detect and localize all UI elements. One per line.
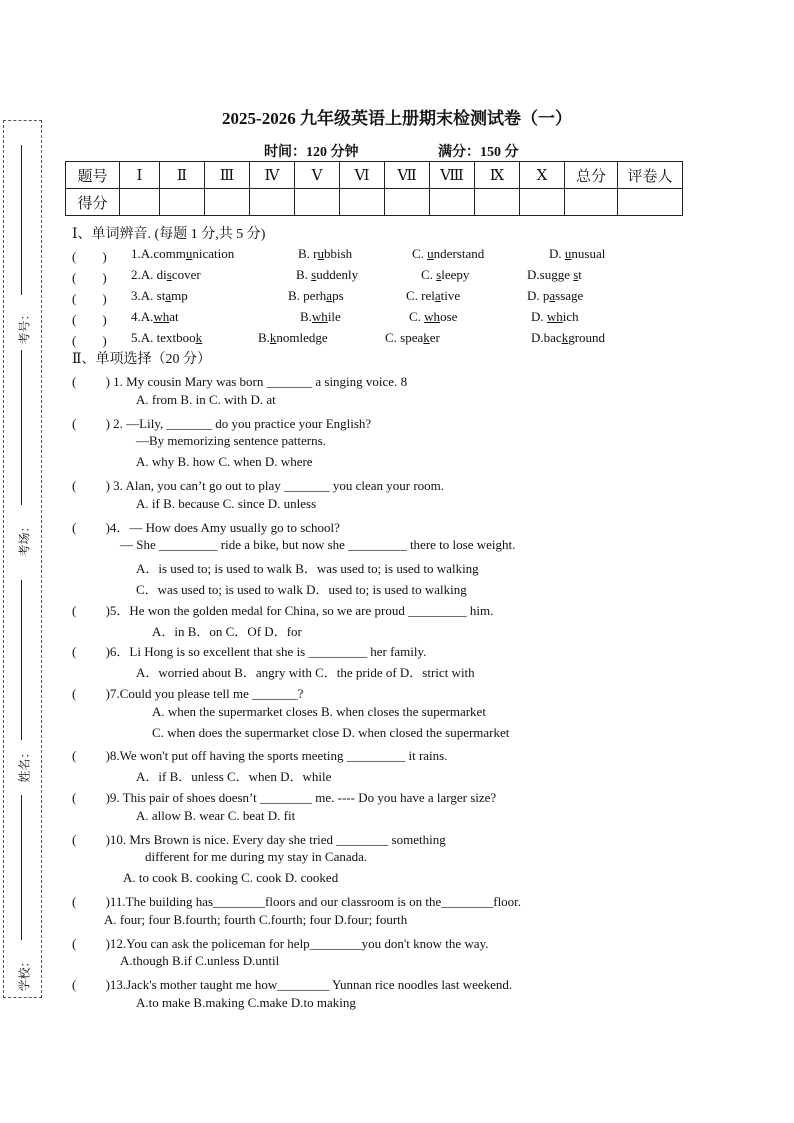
question-line: A．in B．on C．Of D．for xyxy=(152,623,302,639)
score-table xyxy=(65,161,683,216)
score-input-cell[interactable] xyxy=(618,189,683,216)
name-label: 姓名： xyxy=(17,746,32,783)
question-line: —By memorizing sentence patterns. xyxy=(136,433,326,449)
question-line: ( )13.Jack's mother taught me how________ Yunnan rice noodles last weekend. xyxy=(72,977,513,993)
question-line: ( )9. This pair of shoes doesn’t ________ me. ---- Do you have a larger size? xyxy=(72,790,497,805)
score-input-cell[interactable] xyxy=(205,189,250,216)
score-table-header-row xyxy=(66,162,683,189)
answer-bracket: ( ) xyxy=(72,270,107,285)
question-line: ( )10. Mrs Brown is nice. Every day she tried ________ something xyxy=(72,831,446,847)
question-line: ( )8.We won't put off having the sports meeting _________ it rains. xyxy=(72,748,448,764)
option-a: 2.A. discover xyxy=(131,267,201,282)
score-cell: Ⅳ xyxy=(250,162,295,189)
option-a: 1.A.communication xyxy=(131,246,235,261)
score-input-cell[interactable] xyxy=(430,189,475,216)
score-cell: 评卷人 xyxy=(618,162,683,189)
score-input-cell[interactable] xyxy=(120,189,160,216)
score-cell: Ⅰ xyxy=(120,162,160,189)
question-line: — She _________ ride a bike, but now she _________ there to lose weight. xyxy=(120,537,516,553)
question-line: C．was used to; is used to walk D．used to; is used to walking xyxy=(136,582,467,597)
score-cell: Ⅴ xyxy=(295,162,340,189)
option-d: D. passage xyxy=(527,288,584,303)
question-line: ( ) 3. Alan, you can’t go out to play _______ you clean your room. xyxy=(72,478,445,493)
score-row-label: 得分 xyxy=(66,189,120,216)
option-b: B.knomledge xyxy=(258,330,328,345)
score-cell: Ⅷ xyxy=(430,162,475,189)
answer-bracket: ( ) xyxy=(72,333,107,348)
name-line xyxy=(21,580,22,740)
question-line: A. when the supermarket closes B. when closes the supermarket xyxy=(152,703,486,719)
question-line: different for me during my stay in Canada. xyxy=(145,849,368,865)
exam-no-line xyxy=(21,145,22,295)
option-c: C. relative xyxy=(406,288,461,303)
section2-heading: Ⅱ、单项选择（20 分） xyxy=(72,352,212,367)
option-a: 3.A. stamp xyxy=(131,288,188,303)
question-line: A. four; four B.fourth; fourth C.fourth; four D.four; fourth xyxy=(104,911,408,927)
question-line: ( )7.Could you please tell me _______? xyxy=(72,686,304,701)
question-line: ( )4．— How does Amy usually go to school? xyxy=(72,519,340,535)
question-line: C. when does the supermarket close D. when closed the supermarket xyxy=(152,724,510,740)
time-info: 时间：120 分钟 xyxy=(264,145,359,160)
score-cell: Ⅶ xyxy=(385,162,430,189)
score-input-cell[interactable] xyxy=(160,189,205,216)
score-cell: 总分 xyxy=(565,162,618,189)
score-input-cell[interactable] xyxy=(475,189,520,216)
question-line: A．worried about B．angry with C．the pride of D．strict with xyxy=(136,665,475,681)
option-b: B.while xyxy=(300,309,341,324)
exam-title: 2025-2026 九年级英语上册期末检测试卷（一） xyxy=(222,109,572,128)
question-line: A.though B.if C.unless D.until xyxy=(120,953,280,969)
question-line: ( ) 1. My cousin Mary was born _______ a singing voice. 8 xyxy=(72,374,408,389)
option-c: C. whose xyxy=(409,309,458,324)
option-d: D. which xyxy=(531,309,579,324)
score-cell: Ⅵ xyxy=(340,162,385,189)
option-b: B. perhaps xyxy=(288,288,344,303)
section1-heading: Ⅰ、单词辨音. (每题 1 分,共 5 分) xyxy=(72,227,266,242)
question-line: A．is used to; is used to walk B．was used to; is used to walking xyxy=(136,561,479,577)
answer-bracket: ( ) xyxy=(72,291,107,306)
room-label: 考场： xyxy=(17,520,32,557)
question-line: A. why B. how C. when D. where xyxy=(136,454,313,470)
question-line: ( )11.The building has________floors and our classroom is on the________floor. xyxy=(72,894,522,909)
question-line: A. from B. in C. with D. at xyxy=(136,391,276,407)
question-line: ( )12.You can ask the policeman for help________you don't know the way. xyxy=(72,935,489,951)
score-cell: Ⅸ xyxy=(475,162,520,189)
question-line: A. to cook B. cooking C. cook D. cooked xyxy=(123,870,339,886)
option-d: D. unusual xyxy=(549,246,606,261)
question-line: A．if B．unless C．when D．while xyxy=(136,769,332,785)
score-table-score-row xyxy=(66,189,683,216)
score-cell: Ⅲ xyxy=(205,162,250,189)
question-line: A.to make B.making C.make D.to making xyxy=(136,995,356,1010)
score-cell: Ⅱ xyxy=(160,162,205,189)
answer-bracket: ( ) xyxy=(72,249,107,264)
score-input-cell[interactable] xyxy=(520,189,565,216)
school-line xyxy=(21,795,22,940)
room-line xyxy=(21,350,22,505)
option-c: C. sleepy xyxy=(421,267,470,282)
score-input-cell[interactable] xyxy=(250,189,295,216)
question-line: ( ) 2. —Lily, _______ do you practice your English? xyxy=(72,415,372,431)
full-score-info: 满分：150 分 xyxy=(438,145,519,160)
score-input-cell[interactable] xyxy=(565,189,618,216)
score-cell: Ⅹ xyxy=(520,162,565,189)
option-d: D.background xyxy=(531,330,606,345)
question-line: ( )6．Li Hong is so excellent that she is _________ her family. xyxy=(72,644,427,660)
score-cell: 题号 xyxy=(66,162,120,189)
option-a: 4.A.what xyxy=(131,309,179,324)
option-a: 5.A. textbook xyxy=(131,330,203,345)
exam-no-label: 考号： xyxy=(17,308,32,345)
option-d: D.sugge st xyxy=(527,267,582,282)
score-input-cell[interactable] xyxy=(340,189,385,216)
question-line: A. if B. because C. since D. unless xyxy=(136,495,317,511)
score-input-cell[interactable] xyxy=(295,189,340,216)
question-line: A. allow B. wear C. beat D. fit xyxy=(136,807,296,823)
option-c: C. understand xyxy=(412,246,485,261)
score-input-cell[interactable] xyxy=(385,189,430,216)
option-b: B. suddenly xyxy=(296,267,359,282)
option-b: B. rubbish xyxy=(298,246,353,261)
school-label: 学校： xyxy=(17,955,32,992)
answer-bracket: ( ) xyxy=(72,312,107,327)
binding-strip xyxy=(3,120,42,998)
option-c: C. speaker xyxy=(385,330,440,345)
question-line: ( )5．He won the golden medal for China, so we are proud _________ him. xyxy=(72,602,494,618)
